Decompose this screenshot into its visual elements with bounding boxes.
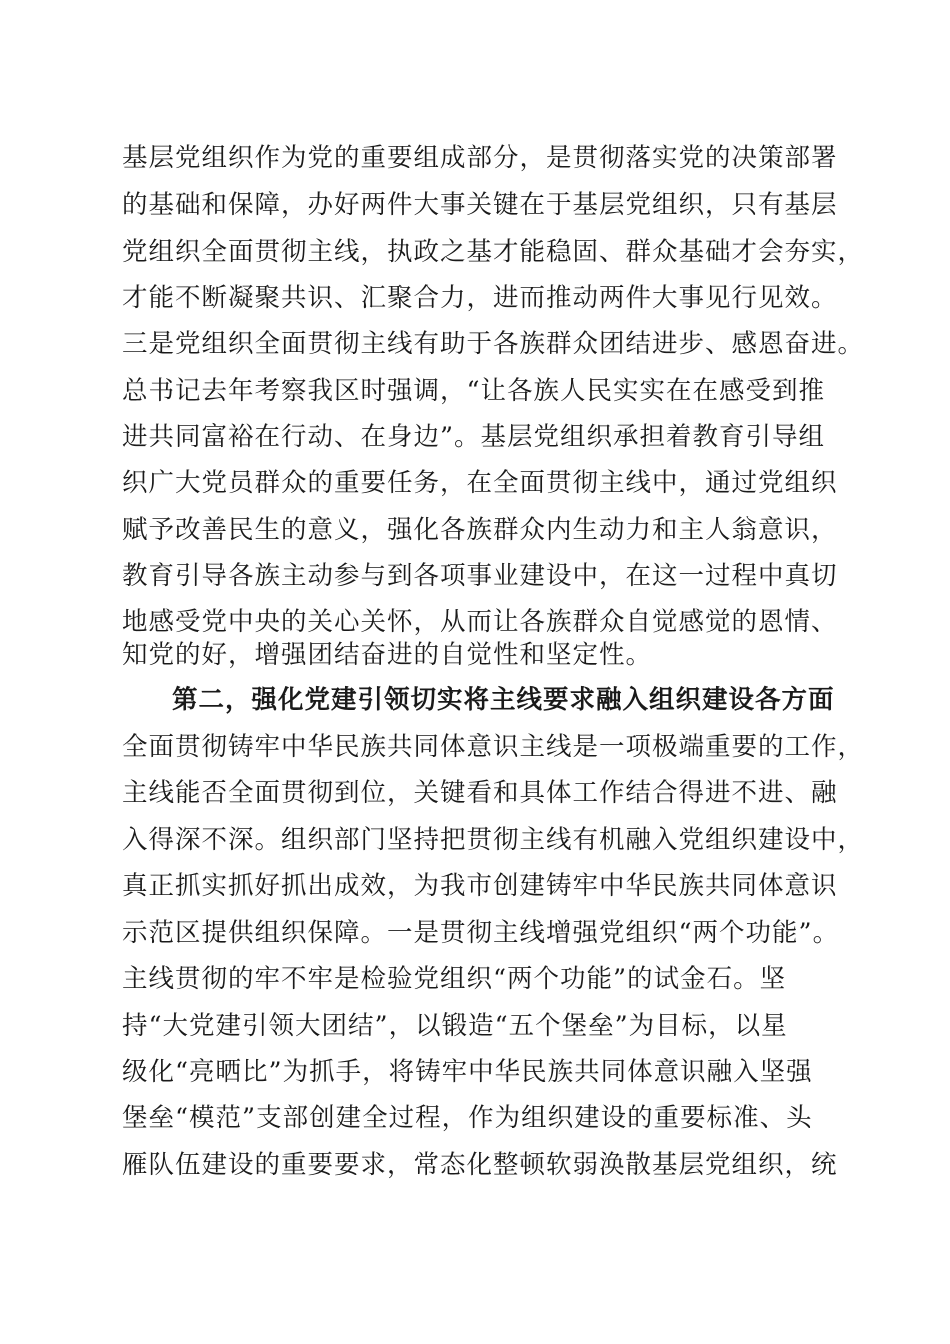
body-line-6: 总书记去年考察我区时强调，“让各族人民实实在在感受到推 [122, 376, 826, 406]
body-line-7: 进共同富裕在行动、在身边”。基层党组织承担着教育引导组 [122, 422, 826, 452]
body-line-1: 基层党组织作为党的重要组成部分，是贯彻落实党的决策部署 [122, 143, 838, 173]
body-line-20: 持“大党建引领大团结”，以锻造“五个堡垒”为目标，以星 [122, 1011, 788, 1041]
body-line-22: 堡垒“模范”支部创建全过程，作为组织建设的重要标准、头 [122, 1103, 813, 1133]
body-line-19: 主线贯彻的牢不牢是检验党组织“两个功能”的试金石。坚 [122, 964, 787, 994]
section-heading: 第二，强化党建引领切实将主线要求融入组织建设各方面 [172, 685, 835, 715]
body-line-21: 级化“亮晒比”为抓手，将铸牢中华民族共同体意识融入坚强 [122, 1057, 813, 1087]
body-line-17: 真正抓实抓好抓出成效，为我市创建铸牢中华民族共同体意识 [122, 871, 838, 901]
body-line-16: 入得深不深。组织部门坚持把贯彻主线有机融入党组织建设中， [122, 825, 865, 855]
body-line-9: 赋予改善民生的意义，强化各族群众内生动力和主人翁意识， [122, 515, 838, 545]
body-line-23: 雁队伍建设的重要要求，常态化整顿软弱涣散基层党组织，统 [122, 1150, 838, 1180]
body-line-8: 织广大党员群众的重要任务，在全面贯彻主线中，通过党组织 [122, 468, 838, 498]
body-line-5: 三是党组织全面贯彻主线有助于各族群众团结进步、感恩奋进。 [122, 329, 865, 359]
body-line-12: 知党的好，增强团结奋进的自觉性和坚定性。 [122, 640, 653, 670]
body-line-18: 示范区提供组织保障。一是贯彻主线增强党组织“两个功能”。 [122, 918, 840, 948]
body-line-11: 地感受党中央的关心关怀，从而让各族群众自觉感觉的恩情、 [122, 607, 838, 637]
body-line-2: 的基础和保障，办好两件大事关键在于基层党组织，只有基层 [122, 190, 838, 220]
body-line-15: 主线能否全面贯彻到位，关键看和具体工作结合得进不进、融 [122, 778, 838, 808]
body-line-14: 全面贯彻铸牢中华民族共同体意识主线是一项极端重要的工作， [122, 732, 865, 762]
body-line-10: 教育引导各族主动参与到各项事业建设中，在这一过程中真切 [122, 561, 838, 591]
body-line-4: 才能不断凝聚共识、汇聚合力，进而推动两件大事见行见效。 [122, 283, 838, 313]
body-line-3: 党组织全面贯彻主线，执政之基才能稳固、群众基础才会夯实， [122, 237, 865, 267]
